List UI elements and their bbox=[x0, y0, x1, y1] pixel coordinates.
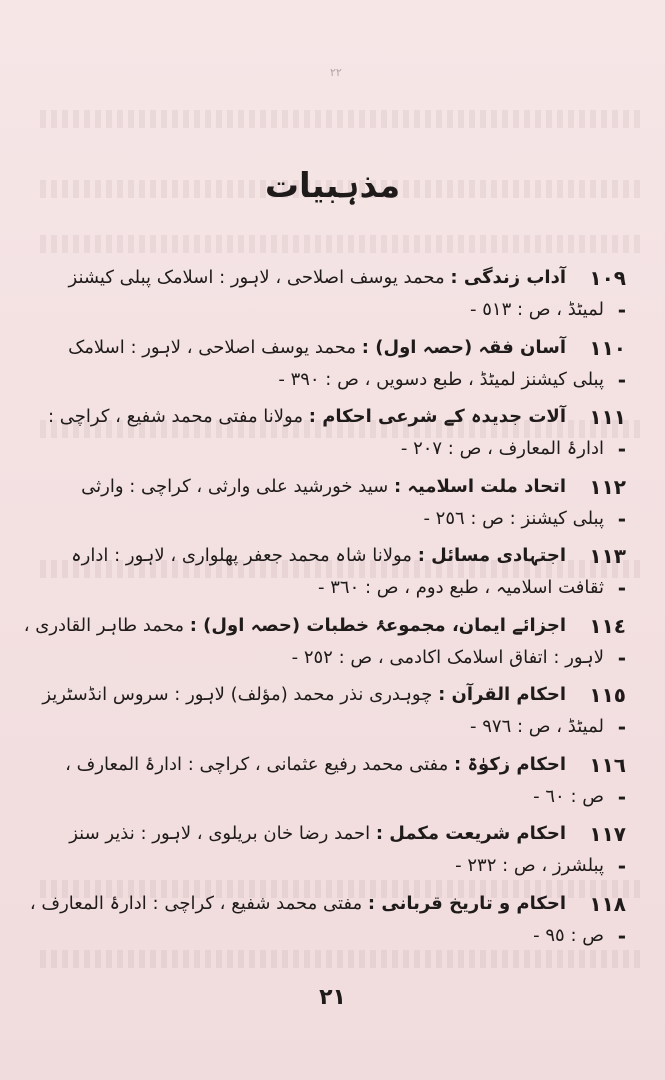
entry-title: آسان فقہ (حصہ اول) : bbox=[361, 336, 566, 358]
entry-details: چوہدری نذر محمد (مؤلف) لاہور : سروس انڈسٹریز bbox=[42, 684, 433, 705]
bleed-through-text bbox=[40, 110, 640, 128]
bibliography-entry bbox=[23, 610, 626, 680]
entry-line-1 bbox=[42, 332, 566, 364]
bibliography-entry bbox=[42, 540, 626, 610]
entry-line-1 bbox=[42, 471, 566, 503]
entry-title: اجزائے ایمان، مجموعۂ خطبات (حصہ اول) : bbox=[189, 614, 566, 636]
entry-details: احمد رضا خان بریلوی ، لاہور : نذیر سنز bbox=[69, 823, 371, 844]
bibliography-entry bbox=[42, 401, 626, 471]
bibliography-entry bbox=[42, 749, 626, 819]
entry-title: احکام القرآن : bbox=[438, 684, 566, 705]
entry-line-2: لمیٹڈ ، ص : ٥١٣ - bbox=[470, 299, 604, 320]
entry-line-1 bbox=[29, 888, 566, 920]
entry-line-2: لاہور : اتفاق اسلامک اکادمی ، ص : ٢٥٢ - bbox=[291, 646, 604, 668]
bibliography-entry bbox=[42, 679, 626, 749]
entry-line-2: ثقافت اسلامیہ ، طبع دوم ، ص : ٣٦٠ - bbox=[318, 577, 604, 598]
entry-details: محمد یوسف اصلاحی ، لاہور : اسلامک bbox=[68, 336, 357, 358]
entry-line-2: پبلشرز ، ص : ٢٣٢ - bbox=[455, 855, 604, 876]
entry-number: ١٠٩ - bbox=[589, 266, 626, 322]
entry-number: ١١٢ - bbox=[589, 474, 626, 531]
entry-title: احکام و تاریخ قربانی : bbox=[367, 892, 566, 914]
entry-number: ١١٨ - bbox=[589, 891, 626, 948]
entry-line-1 bbox=[42, 262, 566, 294]
bibliography-entry bbox=[42, 471, 626, 541]
entry-number: ١١٥ - bbox=[589, 683, 626, 739]
entry-details: مولانا شاہ محمد جعفر پھلواری ، لاہور : ادارہ bbox=[71, 545, 412, 566]
entry-title: احکام شریعت مکمل : bbox=[375, 823, 566, 844]
entry-line-1 bbox=[42, 749, 566, 781]
entry-number: ١١٠ - bbox=[589, 335, 626, 392]
entry-line-1 bbox=[42, 540, 566, 572]
entry-line-2: ص : ٩٥ - bbox=[533, 924, 604, 946]
entry-line-2: ص : ٦٠ - bbox=[533, 785, 604, 807]
bibliography-entry bbox=[42, 332, 626, 402]
entry-number: ١١٤ - bbox=[589, 613, 626, 670]
entry-line-2: ادارۂ المعارف ، ص : ٢٠٧ - bbox=[400, 438, 604, 459]
entry-title: احکام زکوٰۃ : bbox=[454, 753, 566, 775]
entry-number: ١١٦ - bbox=[589, 752, 626, 809]
entry-line-1 bbox=[42, 679, 566, 711]
entry-details: محمد طاہر القادری ، bbox=[23, 614, 184, 636]
bibliography-entry bbox=[42, 262, 626, 332]
entry-number: ١١٧ - bbox=[589, 822, 626, 878]
entry-details: سید خورشید علی وارثی ، کراچی : وارثی bbox=[81, 475, 389, 497]
bibliography-list bbox=[23, 262, 626, 957]
entry-number: ١١٣ - bbox=[589, 544, 626, 600]
bleed-page-number: ٢٢ bbox=[330, 66, 342, 79]
entry-details: مفتی محمد رفیع عثمانی ، کراچی : ادارۂ المعارف ، bbox=[65, 753, 449, 775]
entry-line-2: لمیٹڈ ، ص : ٩٧٦ - bbox=[470, 716, 604, 737]
entry-line-2: پبلی کیشنز لمیٹڈ ، طبع دسویں ، ص : ٣٩٠ - bbox=[278, 368, 604, 390]
entry-line-1 bbox=[42, 401, 566, 433]
bleed-through-text bbox=[40, 235, 640, 253]
entry-line-2: پبلی کیشنز : ص : ٢٥٦ - bbox=[423, 507, 604, 529]
entry-line-1 bbox=[23, 610, 566, 642]
entry-title: اجتہادی مسائل : bbox=[417, 545, 566, 566]
entry-details: محمد یوسف اصلاحی ، لاہور : اسلامک پبلی کیشنز bbox=[68, 267, 445, 288]
entry-line-1 bbox=[42, 818, 566, 850]
bibliography-entry bbox=[42, 818, 626, 888]
entry-details: مفتی محمد شفیع ، کراچی : ادارۂ المعارف ، bbox=[29, 892, 363, 914]
bibliography-entry bbox=[29, 888, 626, 958]
page-number: ٢١ bbox=[319, 985, 346, 1010]
section-title: مذہبیات bbox=[264, 166, 401, 206]
entry-title: آلات جدیدہ کے شرعی احکام : bbox=[308, 406, 566, 427]
entry-number: ١١١ - bbox=[589, 405, 626, 461]
entry-title: اتحاد ملت اسلامیہ : bbox=[393, 475, 566, 497]
entry-title: آداب زندگی : bbox=[450, 267, 566, 288]
entry-details: مولانا مفتی محمد شفیع ، کراچی : bbox=[47, 406, 304, 427]
